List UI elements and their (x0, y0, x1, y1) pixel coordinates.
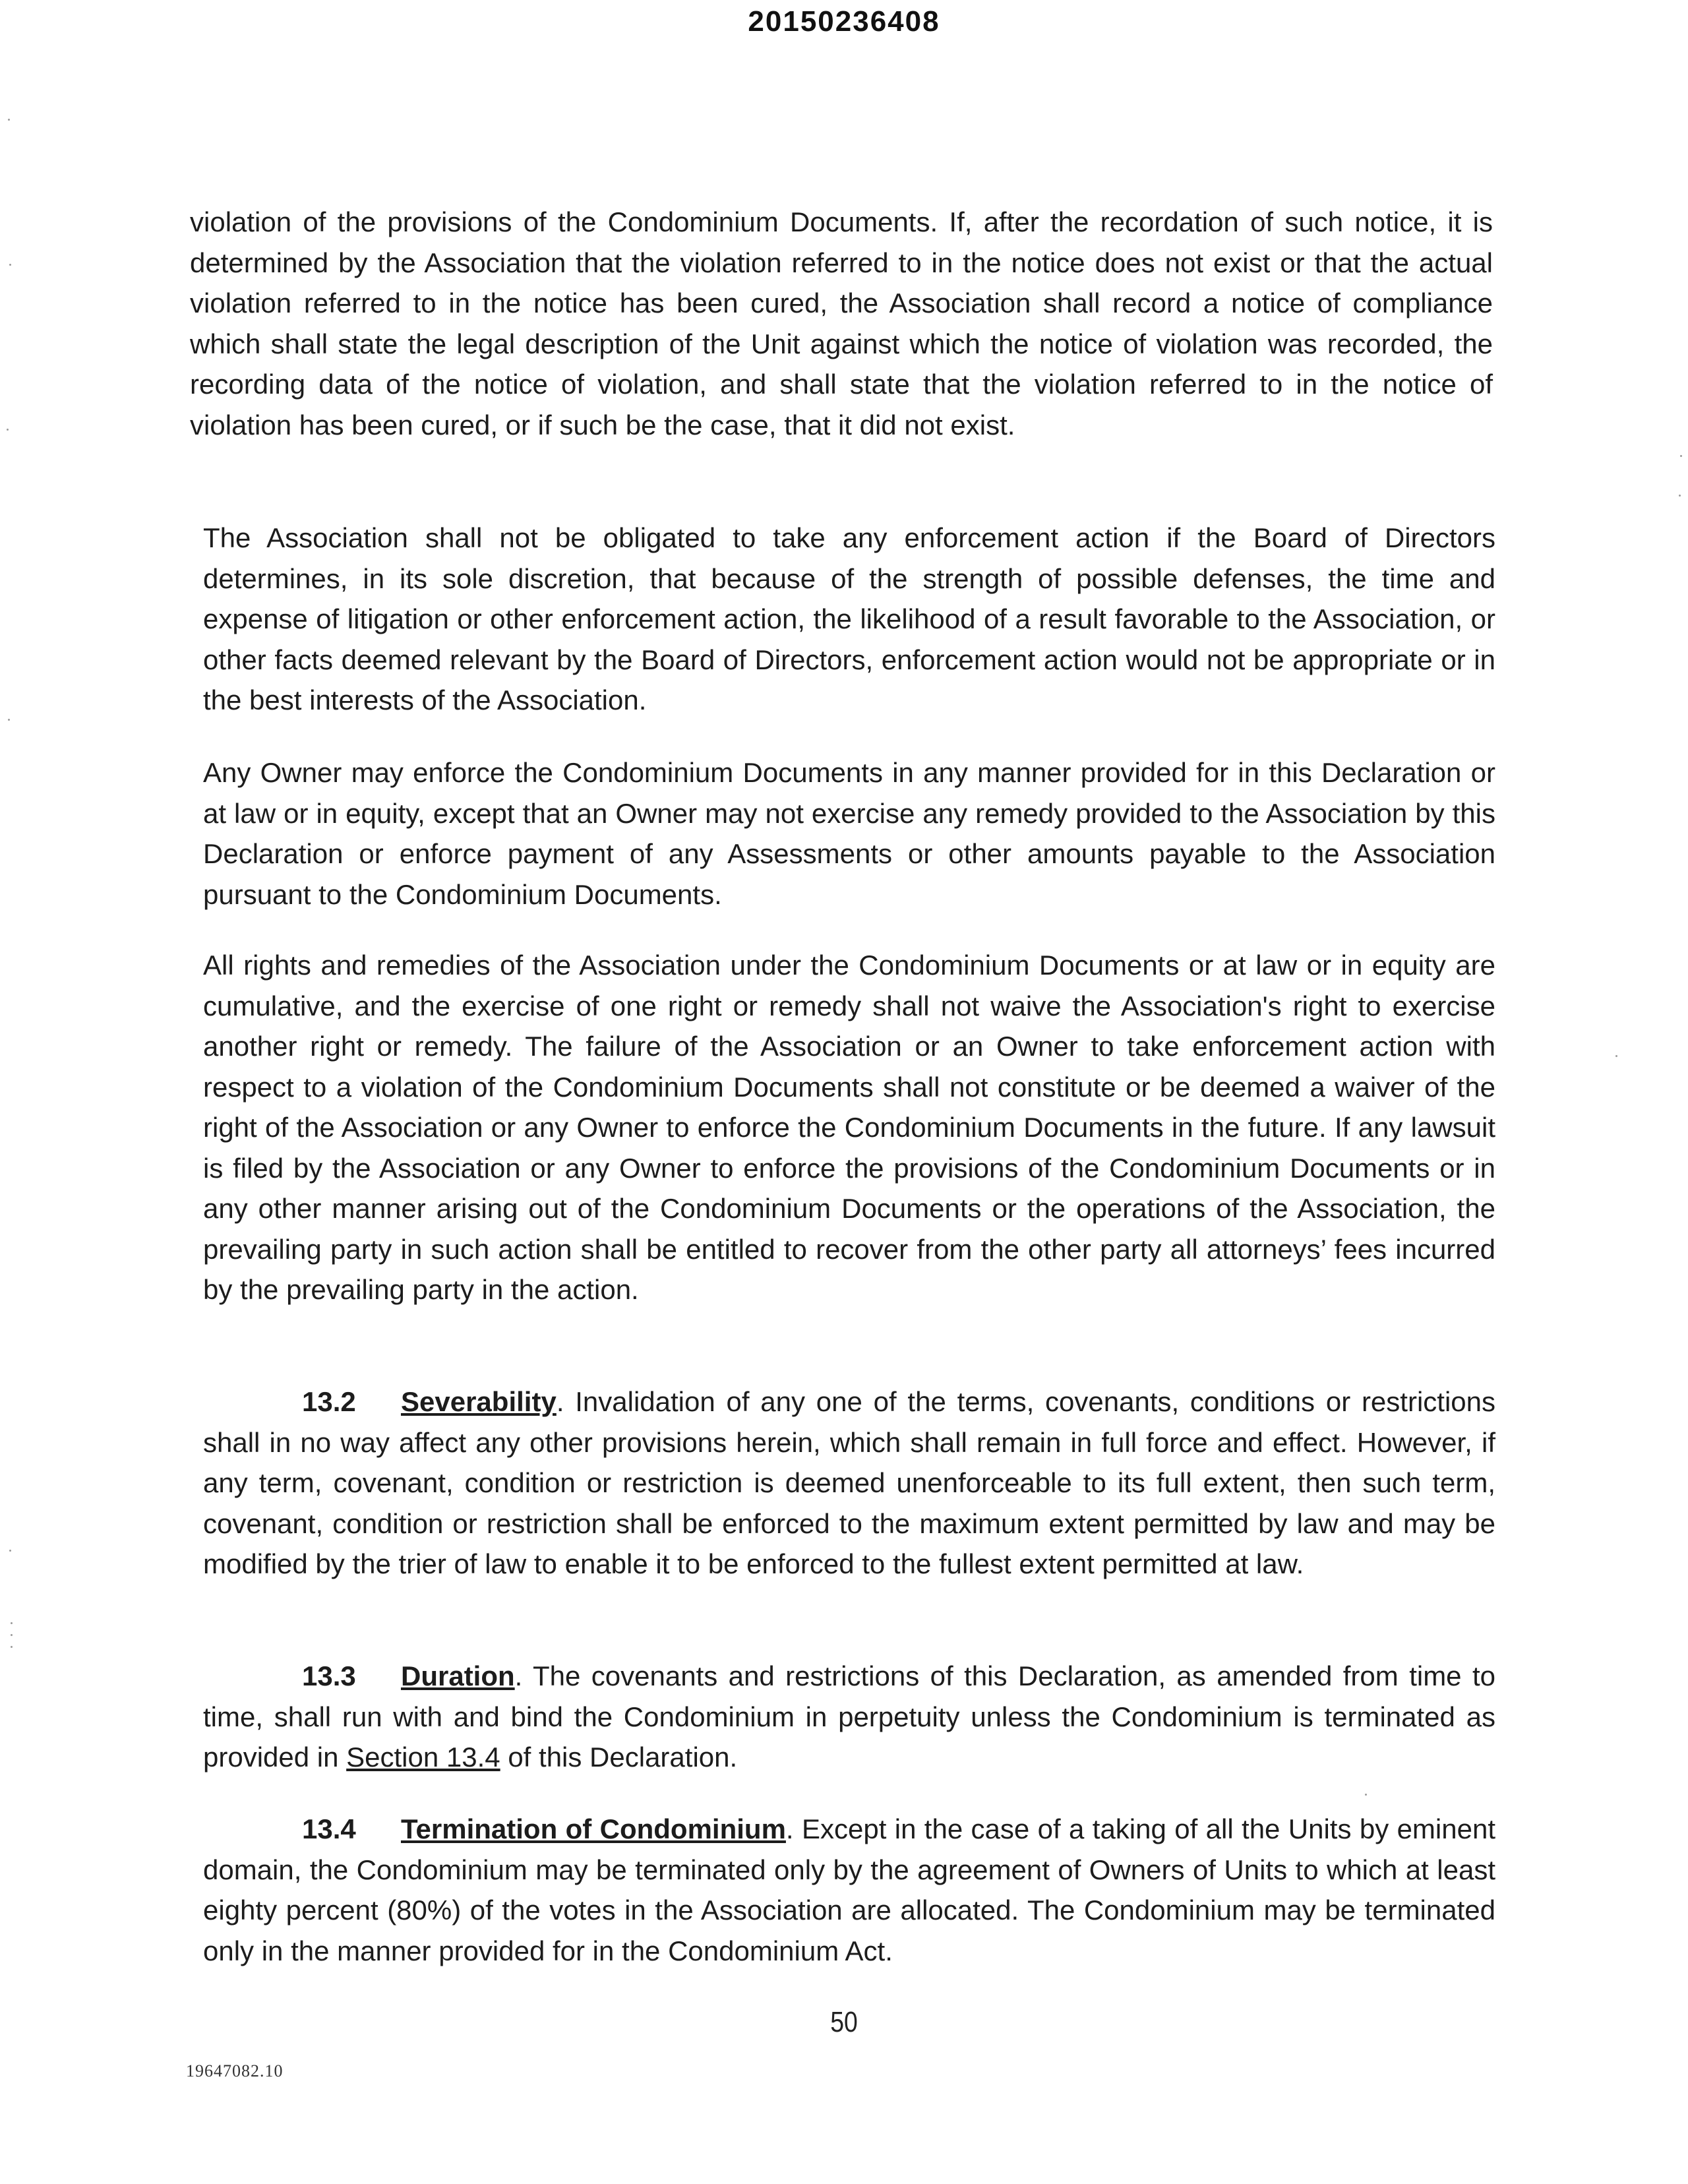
paragraph-text: All rights and remedies of the Association under the Condominium Documents or at law or in equity are cumulative, and the exercise of one right or remedy shall not waive the Association's right to exercise another right or remedy. The failure of the Association or an Owner to take enforcement action with respect to a violation of the Condominium Documents shall not constitute or be deemed a waiver of the right of the Association or any Owner to enforce the Condominium Documents in the future. If any lawsuit is filed by the Association or any Owner to enforce the provisions of the Condominium Documents or in any other manner arising out of the Condominium Documents or the operations of the Association, the prevailing party in such action shall be entitled to recover from the other party all attorneys’ fees incurred by the prevailing party in the action. (203, 950, 1495, 1305)
scan-speck (7, 429, 9, 431)
paragraph-owner-enforcement (203, 752, 1495, 915)
scan-speck (8, 719, 10, 721)
section-number: 13.3 (302, 1660, 356, 1691)
section-cross-reference: Section 13.4 (346, 1742, 500, 1773)
paragraph-text: The Association shall not be obligated to take any enforcement action if the Board of Directors determines, in its sole discretion, that because of the strength of possible defenses, the time and expense of litigation or other enforcement action, the likelihood of a result favorable to the Association, or other facts deemed relevant by the Board of Directors, enforcement action would not be appropriate or in the best interests of the Association. (203, 522, 1495, 715)
section-13-3-duration (203, 1656, 1495, 1778)
paragraph-text: violation of the provisions of the Condominium Documents. If, after the recordation of such notice, it is determined by the Association that the violation referred to in the notice does not exist or that the actual violation referred to in the notice has been cured, the Association shall record a notice of compliance which shall state the legal description of the Unit against which the notice of violation was recorded, the recording data of the notice of violation, and shall state that the violation referred to in the notice of violation has been cured, or if such be the case, that it did not exist. (190, 206, 1493, 440)
scan-speck (11, 1646, 13, 1648)
section-title: Severability (401, 1386, 557, 1417)
scan-speck (8, 119, 10, 121)
scan-speck (1680, 455, 1682, 457)
scan-speck (1615, 1055, 1617, 1057)
paragraph-cumulative-remedies (203, 945, 1495, 1310)
scan-speck (1679, 495, 1681, 497)
section-title: Termination of Condominium (401, 1813, 786, 1844)
scan-speck (9, 1550, 11, 1552)
section-text-end: of this Declaration. (500, 1742, 738, 1773)
document-id: 19647082.10 (186, 2061, 284, 2080)
scan-speck (9, 264, 11, 266)
section-text: . Invalidation of any one of the terms, covenants, conditions or restrictions shall in no way affect any other provisions herein, which shall remain in full force and effect. However, if any term, covenant, condition or restriction is deemed unenforceable to its full extent, then such term, covenant, condition or restriction shall be enforced to the maximum extent permitted by law and may be modified by the trier of law to enable it to be enforced to the fullest extent permitted at law. (203, 1386, 1495, 1579)
section-text: . Except in the case of a taking of all the Units by eminent domain, the Condominium may be terminated only by the agreement of Owners of Units to which at least eighty percent (80%) of the votes in the Association are allocated. The Condominium may be terminated only in the manner provided for in the Condominium Act. (203, 1813, 1495, 1966)
section-13-2-severability (203, 1381, 1495, 1585)
section-number: 13.4 (302, 1813, 356, 1844)
document-number: 20150236408 (748, 5, 940, 38)
paragraph-enforcement-discretion (203, 518, 1495, 721)
scan-speck (11, 1622, 13, 1624)
section-13-4-termination (203, 1809, 1495, 1971)
section-title: Duration (401, 1660, 515, 1691)
paragraph-violation-notice (190, 202, 1493, 445)
paragraph-text: Any Owner may enforce the Condominium Documents in any manner provided for in this Declaration or at law or in equity, except that an Owner may not exercise any remedy provided to the Association by this Declaration or enforce payment of any Assessments or other amounts payable to the Association pursuant to the Condominium Documents. (203, 757, 1495, 910)
scan-speck (1365, 1794, 1367, 1796)
scan-speck (11, 1634, 13, 1636)
page-number: 50 (830, 2006, 858, 2038)
section-text: . The covenants and restrictions of this Declaration, as amended from time to time, shall run with and bind the Condominium in perpetuity unless the Condominium is terminated as provided in (203, 1660, 1495, 1773)
section-number: 13.2 (302, 1386, 356, 1417)
